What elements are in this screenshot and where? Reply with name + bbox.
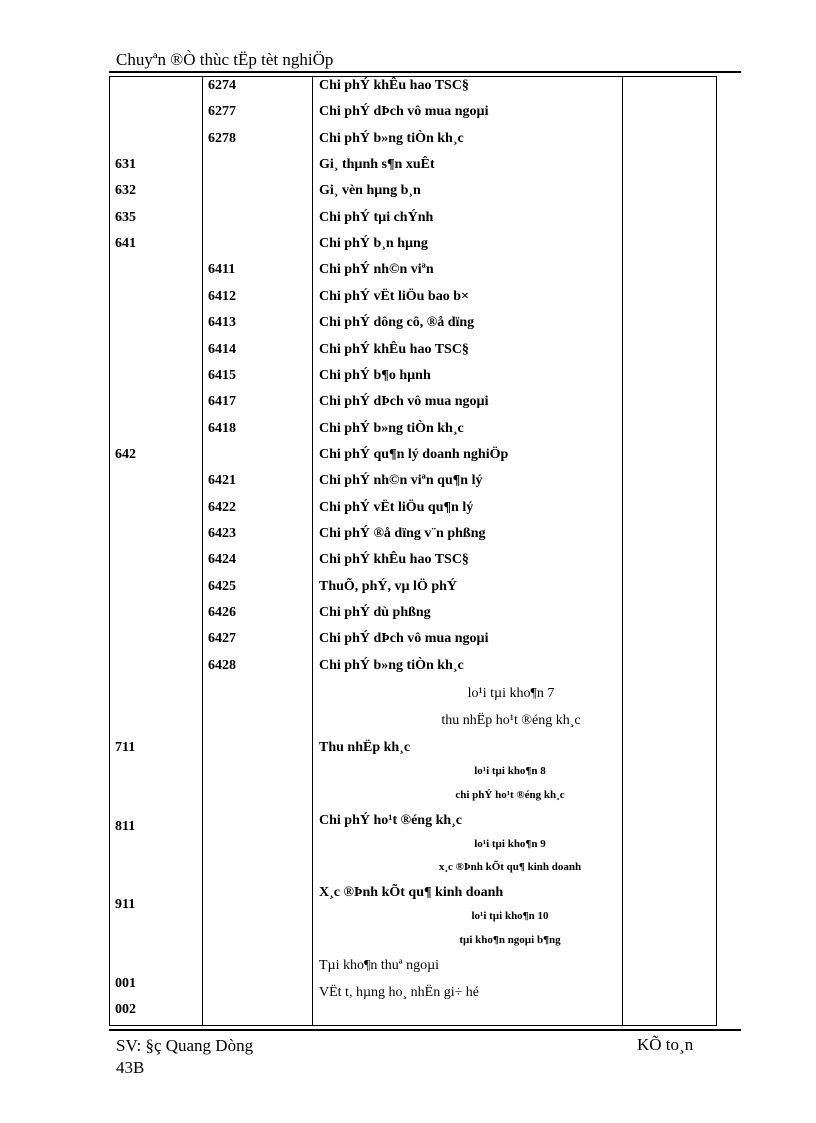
sub-account-code: 6424 xyxy=(208,552,236,568)
account-code: 001 xyxy=(115,976,136,991)
account-name: Chi phÝ dÞch vô mua ngoµi xyxy=(319,104,489,120)
table-row xyxy=(109,473,717,499)
account-name: Chi phÝ nh©n viªn xyxy=(319,262,434,278)
table-row xyxy=(109,315,717,341)
account-code: 641 xyxy=(115,236,136,252)
sub-account-code: 6274 xyxy=(208,78,236,93)
account-name: Chi phÝ vËt liÖu bao b× xyxy=(319,288,469,304)
sub-account-code: 6427 xyxy=(208,631,236,647)
table-row xyxy=(109,605,717,631)
account-name: Gi¸ vèn hµng b¸n xyxy=(319,183,421,199)
account-name: Thu nhËp kh¸c xyxy=(319,740,411,755)
account-code: 642 xyxy=(115,446,136,462)
footer-class: 43B xyxy=(116,1058,145,1077)
table-row xyxy=(109,526,717,552)
table-row xyxy=(109,394,717,420)
account-name: Chi phÝ tµi chÝnh xyxy=(319,209,434,225)
account-name: Chi phÝ b»ng tiÒn kh¸c xyxy=(319,130,464,146)
footer-author xyxy=(116,1035,253,1079)
account-code: 002 xyxy=(115,1002,136,1017)
account-code: 711 xyxy=(115,740,136,755)
account-name: Chi phÝ nh©n viªn qu¶n lý xyxy=(319,473,483,489)
table-row xyxy=(109,421,717,447)
section-9-heading: lo¹i tµi kho¶n 9 xyxy=(474,838,546,850)
table-row xyxy=(109,631,717,657)
sub-account-code: 6277 xyxy=(208,104,236,120)
section-10-heading: lo¹i tµi kho¶n 10 xyxy=(471,910,549,922)
table-row xyxy=(109,1002,717,1028)
section-9-subheading: x¸c ®Þnh kÕt qu¶ kinh doanh xyxy=(438,861,582,873)
page-header-title: Chuyªn ®Ò thùc tËp tèt nghiÖp xyxy=(116,50,334,69)
table-row xyxy=(109,552,717,578)
account-name: Chi phÝ dông cô, ®å dïng xyxy=(319,315,475,331)
account-name: Chi phÝ dÞch vô mua ngoµi xyxy=(319,631,489,647)
table-row xyxy=(109,447,717,473)
account-name: Chi phÝ ®å dïng v¨n phßng xyxy=(319,525,486,541)
account-name: Chi phÝ b»ng tiÒn kh¸c xyxy=(319,657,464,673)
table-row xyxy=(109,104,717,130)
table-row xyxy=(109,262,717,288)
sub-account-code: 6418 xyxy=(208,420,236,436)
sub-account-code: 6425 xyxy=(208,578,236,594)
section-7-heading: lo¹i tµi kho¶n 7 xyxy=(467,686,555,701)
account-name: Chi phÝ qu¶n lý doanh nghiÖp xyxy=(319,446,509,462)
table-row xyxy=(109,579,717,605)
footer-rule xyxy=(109,1029,741,1031)
sub-account-code: 6417 xyxy=(208,394,236,410)
account-name: Chi phÝ b¸n hµng xyxy=(319,236,428,252)
account-name: ThuÕ, phÝ, vµ lÖ phÝ xyxy=(319,578,458,594)
footer-author-name: SV: §ç Quang Dòng xyxy=(116,1036,254,1055)
table-row xyxy=(109,131,717,157)
section-7-subheading: thu nhËp ho¹t ®éng kh¸c xyxy=(441,713,581,728)
account-name: Chi phÝ khÊu hao TSC§ xyxy=(319,552,469,568)
table-row xyxy=(109,78,717,104)
table-row xyxy=(109,157,717,183)
table-row xyxy=(109,368,717,394)
header-rule xyxy=(109,71,741,73)
account-code: 635 xyxy=(115,209,136,225)
table-row xyxy=(109,210,717,236)
account-name: X¸c ®Þnh kÕt qu¶ kinh doanh xyxy=(319,885,504,900)
section-8-subheading: chi phÝ ho¹t ®éng kh¸c xyxy=(455,789,565,801)
account-code: 911 xyxy=(115,897,136,912)
table-row xyxy=(109,236,717,262)
sub-account-code: 6428 xyxy=(208,657,236,673)
account-name: Chi phÝ dÞch vô mua ngoµi xyxy=(319,394,489,410)
account-name: VËt t, hµng ho¸ nhËn gi÷ hé xyxy=(319,985,480,1000)
sub-account-code: 6414 xyxy=(208,341,236,357)
section-8-heading: lo¹i tµi kho¶n 8 xyxy=(474,765,546,777)
table-row xyxy=(109,658,717,684)
table-row xyxy=(109,183,717,209)
table-row xyxy=(109,342,717,368)
account-name: Tµi kho¶n thuª ngoµi xyxy=(319,958,440,973)
table-row xyxy=(109,289,717,315)
footer-department: KÕ to¸n xyxy=(637,1035,694,1054)
sub-account-code: 6412 xyxy=(208,288,236,304)
account-code: 811 xyxy=(115,819,136,834)
table-row xyxy=(109,500,717,526)
account-code: 632 xyxy=(115,183,136,199)
account-name: Chi phÝ vËt liÖu qu¶n lý xyxy=(319,499,474,515)
account-name: Chi phÝ khÊu hao TSC§ xyxy=(319,78,469,93)
account-name: Chi phÝ khÊu hao TSC§ xyxy=(319,341,469,357)
account-name: Chi phÝ b¶o hµnh xyxy=(319,367,431,383)
account-code: 631 xyxy=(115,157,136,173)
account-name: Gi¸ thµnh s¶n xuÊt xyxy=(319,157,435,173)
sub-account-code: 6411 xyxy=(208,262,236,278)
section-10-subheading: tµi kho¶n ngoµi b¶ng xyxy=(459,934,561,946)
account-name: Chi phÝ ho¹t ®éng kh¸c xyxy=(319,813,463,828)
sub-account-code: 6415 xyxy=(208,367,236,383)
account-name: Chi phÝ b»ng tiÒn kh¸c xyxy=(319,420,464,436)
sub-account-code: 6413 xyxy=(208,315,236,331)
account-name: Chi phÝ dù phßng xyxy=(319,605,431,620)
sub-account-code: 6426 xyxy=(208,605,236,620)
table-row xyxy=(109,740,717,766)
sub-account-code: 6421 xyxy=(208,473,236,489)
sub-account-code: 6423 xyxy=(208,525,236,541)
sub-account-code: 6278 xyxy=(208,130,236,146)
sub-account-code: 6422 xyxy=(208,499,236,515)
